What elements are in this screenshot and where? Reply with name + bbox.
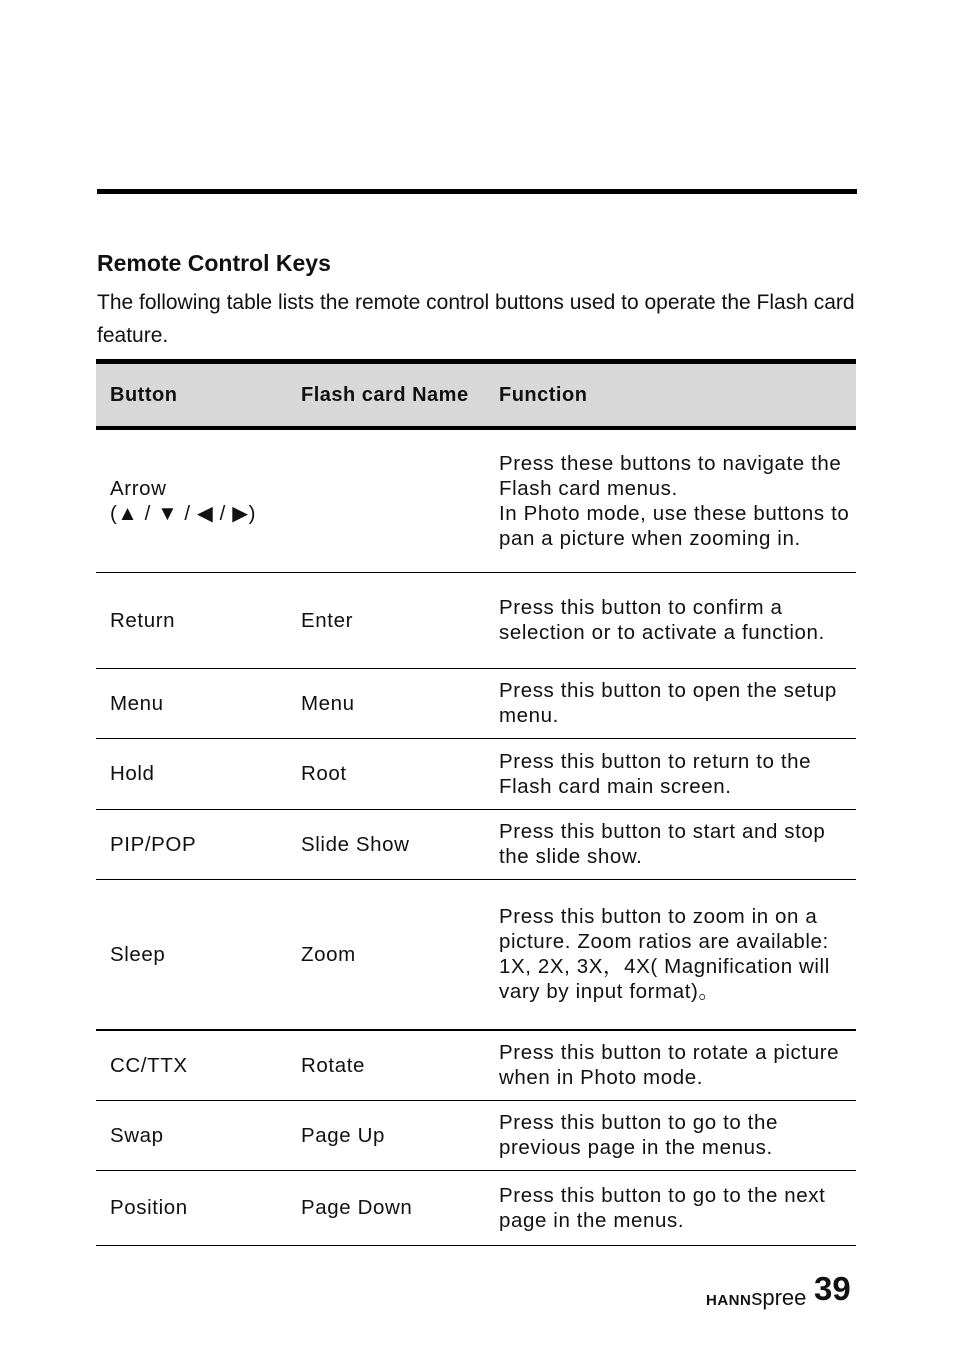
button-label: Arrow [110,476,167,500]
flash-name-cell: Page Up [289,1100,485,1170]
button-cell: Swap [96,1100,289,1170]
table-row [96,1170,856,1245]
button-cell: Sleep [96,879,289,1030]
function-cell: Press this button to zoom in on a picture. Zoom ratios are available: 1X, 2X, 3X，4X( Magnification will vary by input format)。 [485,879,856,1030]
function-cell [485,428,856,572]
brand-logo [706,1285,806,1311]
button-cell: Position [96,1170,289,1245]
header-button: Button [96,362,289,429]
page-number: 39 [814,1270,851,1307]
button-cell: PIP/POP [96,809,289,879]
button-cell: Return [96,572,289,668]
flash-name-cell: Rotate [289,1030,485,1100]
header-function: Function [485,362,856,429]
button-cell: Menu [96,668,289,738]
function-cell: Press this button to go to the next page in the menus. [485,1170,856,1245]
flash-name-cell: Menu [289,668,485,738]
function-cell: Press this button to open the setup menu. [485,668,856,738]
section-title: Remote Control Keys [97,250,331,276]
flash-name-cell: Slide Show [289,809,485,879]
function-cell: Press this button to confirm a selection or to activate a function. [485,572,856,668]
brand-spree: spree [751,1285,807,1310]
function-cell: Press this button to start and stop the slide show. [485,809,856,879]
flash-name-cell [289,428,485,572]
button-cell: CC/TTX [96,1030,289,1100]
function-cell: Press this button to rotate a picture when in Photo mode. [485,1030,856,1100]
brand-hann: HANN [706,1292,752,1309]
flash-name-cell: Enter [289,572,485,668]
top-rule [97,189,857,194]
table-row [96,428,856,572]
intro-paragraph: The following table lists the remote control buttons used to operate the Flash card feature. [97,291,855,347]
table-row [96,809,856,879]
table-row [96,738,856,809]
button-cell [96,428,289,572]
flash-name-cell: Zoom [289,879,485,1030]
remote-keys-table [96,359,856,1246]
arrow-keys-label: (▲ / ▼ / ◀ / ▶) [110,501,257,525]
header-flash-card-name: Flash card Name [289,362,485,429]
table-row [96,1030,856,1100]
function-cell: Press this button to return to the Flash card main screen. [485,738,856,809]
function-text: Press these buttons to navigate the Flash card menus. In Photo mode, use these buttons to pan a picture when zooming in. [499,451,850,550]
button-cell: Hold [96,738,289,809]
table-row [96,572,856,668]
function-cell: Press this button to go to the previous page in the menus. [485,1100,856,1170]
table-row [96,1100,856,1170]
table-row [96,668,856,738]
table-header-row [96,362,856,429]
flash-name-cell: Root [289,738,485,809]
flash-name-cell: Page Down [289,1170,485,1245]
table-row [96,879,856,1030]
